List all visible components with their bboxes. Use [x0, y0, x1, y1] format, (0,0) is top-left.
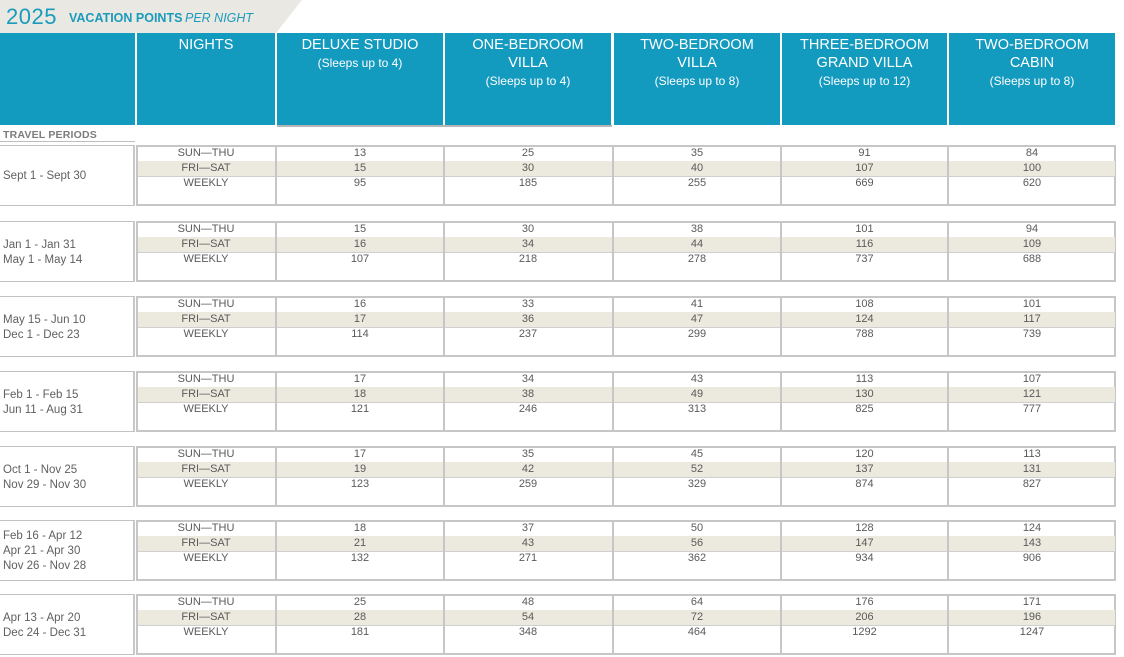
points-cell: 47: [690, 313, 704, 325]
period-date-range: May 15 - Jun 10: [3, 313, 86, 326]
points-cell: 827: [1022, 478, 1042, 490]
column-divider: [443, 520, 445, 581]
points-cell: 101: [1022, 298, 1042, 310]
points-cell: 18: [353, 388, 367, 400]
points-cell: 464: [687, 626, 707, 638]
points-cell: 48: [521, 596, 535, 608]
table-row: [138, 477, 1115, 492]
points-cell: 45: [690, 448, 704, 460]
header-one-bedroom-villa: [445, 33, 611, 125]
night-type-cell: SUN—THU: [177, 147, 235, 159]
column-divider: [443, 296, 445, 357]
points-cell: 34: [521, 238, 535, 250]
points-cell: 101: [855, 223, 874, 235]
table-row: [138, 252, 1115, 267]
night-type-cell: SUN—THU: [177, 522, 235, 534]
points-cell: 113: [855, 373, 874, 385]
points-cell: 25: [353, 596, 367, 608]
title-sub: PER NIGHT: [185, 11, 254, 25]
points-cell: 181: [350, 626, 370, 638]
points-cell: 121: [1022, 388, 1042, 400]
table-row: [138, 402, 1115, 417]
column-divider: [443, 446, 445, 507]
table-row: [138, 176, 1115, 191]
night-type-cell: FRI—SAT: [181, 611, 231, 623]
column-divider: [780, 594, 782, 655]
column-divider: [612, 221, 614, 282]
points-cell: 84: [1025, 147, 1039, 159]
points-cell: 1247: [1019, 626, 1045, 638]
night-type-cell: FRI—SAT: [181, 313, 231, 325]
points-cell: 72: [690, 611, 704, 623]
night-type-cell: SUN—THU: [177, 298, 235, 310]
period-date-range: Dec 1 - Dec 23: [3, 328, 80, 341]
night-type-cell: WEEKLY: [183, 253, 229, 265]
points-cell: 737: [855, 253, 874, 265]
night-type-cell: WEEKLY: [183, 328, 229, 340]
header-title: TWO-BEDROOM CABIN: [975, 37, 1089, 71]
points-cell: 906: [1022, 552, 1042, 564]
points-cell: 171: [1022, 596, 1042, 608]
period-group: [0, 371, 1117, 434]
points-cell: 37: [521, 522, 535, 534]
points-cell: 246: [518, 403, 538, 415]
points-cell: 43: [521, 537, 535, 549]
points-cell: 143: [1022, 537, 1042, 549]
points-cell: 185: [518, 177, 538, 189]
night-type-cell: FRI—SAT: [181, 388, 231, 400]
column-divider: [947, 371, 949, 432]
period-label-cell: [0, 594, 135, 655]
points-cell: 874: [855, 478, 874, 490]
column-divider: [275, 594, 277, 655]
night-type-cell: FRI—SAT: [181, 238, 231, 250]
column-divider: [780, 371, 782, 432]
points-cell: 107: [855, 162, 874, 174]
header-deluxe-studio: [277, 33, 443, 125]
period-date-range: Jun 11 - Aug 31: [3, 403, 83, 416]
column-divider: [947, 594, 949, 655]
column-divider: [275, 371, 277, 432]
points-cell: 15: [353, 162, 367, 174]
points-cell: 688: [1022, 253, 1042, 265]
night-type-cell: WEEKLY: [183, 626, 229, 638]
points-cell: 28: [353, 611, 367, 623]
period-label-cell: [0, 520, 135, 581]
column-divider: [275, 520, 277, 581]
points-cell: 54: [521, 611, 535, 623]
points-cell: 44: [690, 238, 704, 250]
points-cell: 196: [1022, 611, 1042, 623]
column-divider: [612, 594, 614, 655]
period-date-range: Jan 1 - Jan 31: [3, 238, 76, 251]
table-row: [138, 237, 1115, 252]
column-divider: [612, 296, 614, 357]
points-cell: 50: [690, 522, 704, 534]
column-divider: [443, 145, 445, 206]
points-cell: 17: [353, 313, 367, 325]
period-label-cell: [0, 371, 135, 432]
points-cell: 259: [518, 478, 538, 490]
points-cell: 15: [353, 223, 367, 235]
points-cell: 113: [1023, 448, 1041, 460]
points-cell: 36: [521, 313, 535, 325]
title-banner: [0, 0, 300, 33]
points-cell: 137: [855, 463, 874, 475]
points-cell: 38: [690, 223, 704, 235]
points-cell: 35: [521, 448, 535, 460]
header-three-bedroom-grand-villa: [782, 33, 947, 125]
table-row: [138, 521, 1115, 536]
title-year: 2025: [6, 4, 57, 29]
points-cell: 124: [1022, 522, 1042, 534]
period-group: [0, 145, 1117, 208]
points-cell: 620: [1022, 177, 1042, 189]
travel-periods-divider: [0, 141, 135, 142]
column-divider: [947, 221, 949, 282]
title-tab-corner: [276, 0, 302, 33]
points-cell: 107: [1022, 373, 1042, 385]
points-cell: 132: [350, 552, 370, 564]
points-cell: 52: [690, 463, 704, 475]
header-nights: [137, 33, 275, 125]
points-cell: 108: [855, 298, 874, 310]
column-divider: [275, 296, 277, 357]
header-title: NIGHTS: [178, 37, 234, 53]
points-cell: 121: [350, 403, 370, 415]
points-cell: 147: [855, 537, 874, 549]
points-cell: 17: [353, 373, 367, 385]
points-cell: 94: [1025, 223, 1039, 235]
column-divider: [947, 296, 949, 357]
period-group: [0, 296, 1117, 359]
column-divider: [612, 145, 614, 206]
column-divider: [443, 594, 445, 655]
column-divider: [275, 145, 277, 206]
points-cell: 313: [687, 403, 707, 415]
points-cell: 42: [521, 463, 535, 475]
column-divider: [612, 520, 614, 581]
points-cell: 255: [687, 177, 707, 189]
table-row: [138, 595, 1115, 610]
title-main: VACATION POINTS: [69, 11, 183, 25]
points-cell: 56: [690, 537, 704, 549]
header-subtitle: (Sleeps up to 8): [654, 74, 740, 88]
points-cell: 91: [858, 147, 871, 159]
period-date-range: May 1 - May 14: [3, 253, 83, 266]
night-type-cell: SUN—THU: [177, 373, 235, 385]
points-cell: 49: [690, 388, 704, 400]
points-cell: 348: [518, 626, 538, 638]
points-cell: 114: [351, 328, 369, 340]
column-divider: [612, 371, 614, 432]
table-row: [138, 312, 1115, 327]
night-type-cell: FRI—SAT: [181, 463, 231, 475]
header-two-bedroom-villa: [614, 33, 780, 125]
period-label-cell: [0, 446, 135, 507]
night-type-cell: WEEKLY: [183, 478, 229, 490]
points-cell: 30: [521, 162, 535, 174]
table-row: [138, 222, 1115, 237]
header-two-bedroom-cabin: [949, 33, 1115, 125]
points-cell: 123: [350, 478, 370, 490]
header-blank-cell: [0, 33, 135, 125]
points-cell: 669: [855, 177, 874, 189]
table-row: [138, 327, 1115, 342]
header-title: DELUXE STUDIO: [301, 37, 419, 53]
night-type-cell: SUN—THU: [177, 596, 235, 608]
points-cell: 271: [518, 552, 538, 564]
period-group: [0, 520, 1117, 583]
points-cell: 95: [353, 177, 367, 189]
points-cell: 825: [855, 403, 874, 415]
period-group: [0, 446, 1117, 509]
points-cell: 21: [353, 537, 367, 549]
points-cell: 34: [521, 373, 535, 385]
points-cell: 739: [1022, 328, 1042, 340]
header-title: TWO-BEDROOM VILLA: [640, 37, 754, 71]
points-cell: 30: [521, 223, 535, 235]
points-cell: 17: [353, 448, 367, 460]
column-divider: [275, 221, 277, 282]
header-subtitle: (Sleeps up to 4): [317, 56, 403, 70]
points-cell: 13: [353, 147, 367, 159]
points-cell: 109: [1022, 238, 1042, 250]
period-label-cell: [0, 296, 135, 357]
travel-periods-label: TRAVEL PERIODS: [3, 129, 98, 141]
period-date-range: Sept 1 - Sept 30: [3, 170, 87, 182]
column-divider: [780, 520, 782, 581]
points-cell: 38: [521, 388, 535, 400]
points-cell: 43: [690, 373, 704, 385]
points-cell: 1292: [852, 626, 877, 638]
column-divider: [275, 446, 277, 507]
period-group: [0, 594, 1117, 657]
points-cell: 16: [353, 298, 367, 310]
column-divider: [780, 296, 782, 357]
column-divider: [947, 446, 949, 507]
table-row: [138, 297, 1115, 312]
period-date-range: Feb 16 - Apr 12: [3, 530, 83, 542]
points-cell: 25: [521, 147, 535, 159]
column-divider: [947, 520, 949, 581]
points-cell: 16: [353, 238, 367, 250]
points-cell: 128: [855, 522, 874, 534]
night-type-cell: SUN—THU: [177, 223, 235, 235]
points-cell: 41: [690, 298, 704, 310]
points-cell: 362: [687, 552, 707, 564]
period-date-range: Oct 1 - Nov 25: [3, 463, 78, 476]
points-cell: 100: [1022, 162, 1042, 174]
points-cell: 299: [687, 328, 707, 340]
column-divider: [780, 221, 782, 282]
points-cell: 116: [855, 238, 874, 250]
header-underline: [277, 125, 612, 127]
period-label-cell: [0, 145, 135, 206]
points-cell: 18: [353, 522, 367, 534]
points-cell: 19: [353, 463, 367, 475]
period-group: [0, 221, 1117, 284]
points-cell: 788: [855, 328, 874, 340]
period-date-range: Feb 1 - Feb 15: [3, 388, 79, 401]
points-cell: 117: [1023, 313, 1041, 325]
points-cell: 329: [687, 478, 707, 490]
table-row: [138, 610, 1115, 625]
period-date-range: Dec 24 - Dec 31: [3, 626, 87, 639]
period-date-range: Nov 26 - Nov 28: [3, 560, 87, 572]
table-row: [138, 387, 1115, 402]
points-cell: 120: [855, 448, 874, 460]
table-row: [138, 462, 1115, 477]
column-divider: [947, 145, 949, 206]
table-row: [138, 146, 1115, 161]
period-date-range: Apr 21 - Apr 30: [3, 545, 81, 557]
points-cell: 237: [518, 328, 538, 340]
header-subtitle: (Sleeps up to 8): [989, 74, 1075, 88]
column-divider: [612, 446, 614, 507]
header-title: ONE-BEDROOM VILLA: [472, 37, 584, 71]
night-type-cell: FRI—SAT: [181, 537, 231, 549]
points-cell: 64: [690, 596, 704, 608]
column-divider: [443, 371, 445, 432]
points-cell: 35: [690, 147, 704, 159]
column-divider: [780, 446, 782, 507]
points-cell: 777: [1022, 403, 1042, 415]
column-divider: [780, 145, 782, 206]
period-date-range: Apr 13 - Apr 20: [3, 611, 81, 624]
points-cell: 218: [518, 253, 538, 265]
table-row: [138, 161, 1115, 176]
header-title: THREE-BEDROOM GRAND VILLA: [800, 37, 929, 71]
points-cell: 934: [855, 552, 874, 564]
column-divider: [443, 221, 445, 282]
points-cell: 107: [350, 253, 370, 265]
night-type-cell: WEEKLY: [183, 177, 229, 189]
period-label-cell: [0, 221, 135, 282]
points-cell: 124: [855, 313, 874, 325]
points-cell: 176: [855, 596, 874, 608]
points-cell: 33: [521, 298, 535, 310]
night-type-cell: WEEKLY: [183, 403, 229, 415]
table-row: [138, 551, 1115, 566]
period-date-range: Nov 29 - Nov 30: [3, 478, 87, 491]
night-type-cell: FRI—SAT: [181, 162, 231, 174]
points-cell: 278: [687, 253, 707, 265]
night-type-cell: SUN—THU: [177, 448, 235, 460]
points-cell: 206: [855, 611, 874, 623]
points-cell: 40: [690, 162, 704, 174]
table-row: [138, 536, 1115, 551]
header-subtitle: (Sleeps up to 12): [818, 74, 911, 88]
header-subtitle: (Sleeps up to 4): [485, 74, 571, 88]
points-cell: 130: [855, 388, 874, 400]
points-cell: 131: [1022, 463, 1042, 475]
table-row: [138, 372, 1115, 387]
table-row: [138, 447, 1115, 462]
table-row: [138, 625, 1115, 640]
night-type-cell: WEEKLY: [183, 552, 229, 564]
